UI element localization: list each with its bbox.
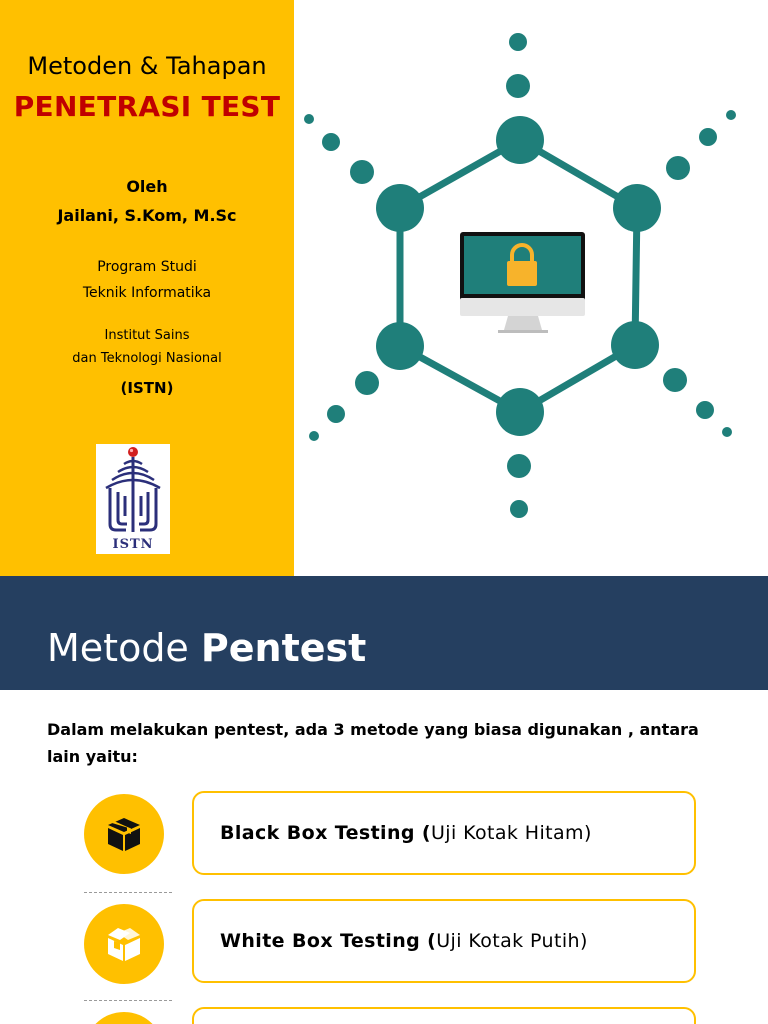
istn-logo	[96, 444, 170, 554]
institute-abbreviation: (ISTN)	[120, 379, 174, 397]
program-line-2: Teknik Informatika	[82, 285, 212, 301]
hex-node-bottom-right	[611, 321, 659, 369]
author-name: Jailani, S.Kom, M.Sc	[57, 206, 237, 225]
method-translation: Uji Kotak Putih)	[436, 930, 588, 952]
program-line-1: Program Studi	[97, 259, 197, 275]
method-name: White Box Testing (	[220, 930, 437, 952]
hex-node-top-right	[613, 184, 661, 232]
hex-node-top-left	[376, 184, 424, 232]
by-label: Oleh	[126, 177, 168, 196]
institute-line-2: dan Teknologi Nasional	[72, 351, 222, 366]
hex-node-top	[496, 116, 544, 164]
method-label	[220, 930, 588, 952]
istn-logo-emblem-icon	[96, 444, 170, 534]
monitor-lock-icon	[460, 232, 585, 333]
hex-node-bottom	[496, 388, 544, 436]
method-card-third	[192, 1007, 696, 1024]
security-hexagon-graphic	[294, 0, 768, 576]
methods-banner	[0, 576, 768, 690]
hex-node-bottom-left	[376, 322, 424, 370]
box-closed-icon	[84, 794, 164, 874]
methods-slide	[0, 576, 768, 1024]
methods-title-bold: Pentest	[200, 626, 367, 670]
methods-title-light: Metode	[47, 626, 201, 670]
methods-intro: Dalam melakukan pentest, ada 3 metode yang biasa digunakan , antara lain yaitu:	[47, 720, 699, 766]
box-open-icon	[84, 904, 164, 984]
logo-text: ISTN	[112, 537, 154, 552]
method-label	[220, 822, 592, 844]
cover-subtitle: Metoden & Tahapan	[27, 52, 267, 80]
method-card-white-box	[192, 899, 696, 983]
method-name: Black Box Testing (	[220, 822, 431, 844]
cover-left-panel	[0, 0, 294, 576]
box-icon	[84, 1012, 164, 1024]
methods-title	[47, 626, 366, 670]
method-card-black-box	[192, 791, 696, 875]
cover-title: PENETRASI TEST	[13, 90, 281, 123]
institute-line-1: Institut Sains	[104, 328, 190, 343]
method-divider	[84, 1000, 172, 1001]
method-translation: Uji Kotak Hitam)	[431, 822, 592, 844]
method-divider	[84, 892, 172, 893]
